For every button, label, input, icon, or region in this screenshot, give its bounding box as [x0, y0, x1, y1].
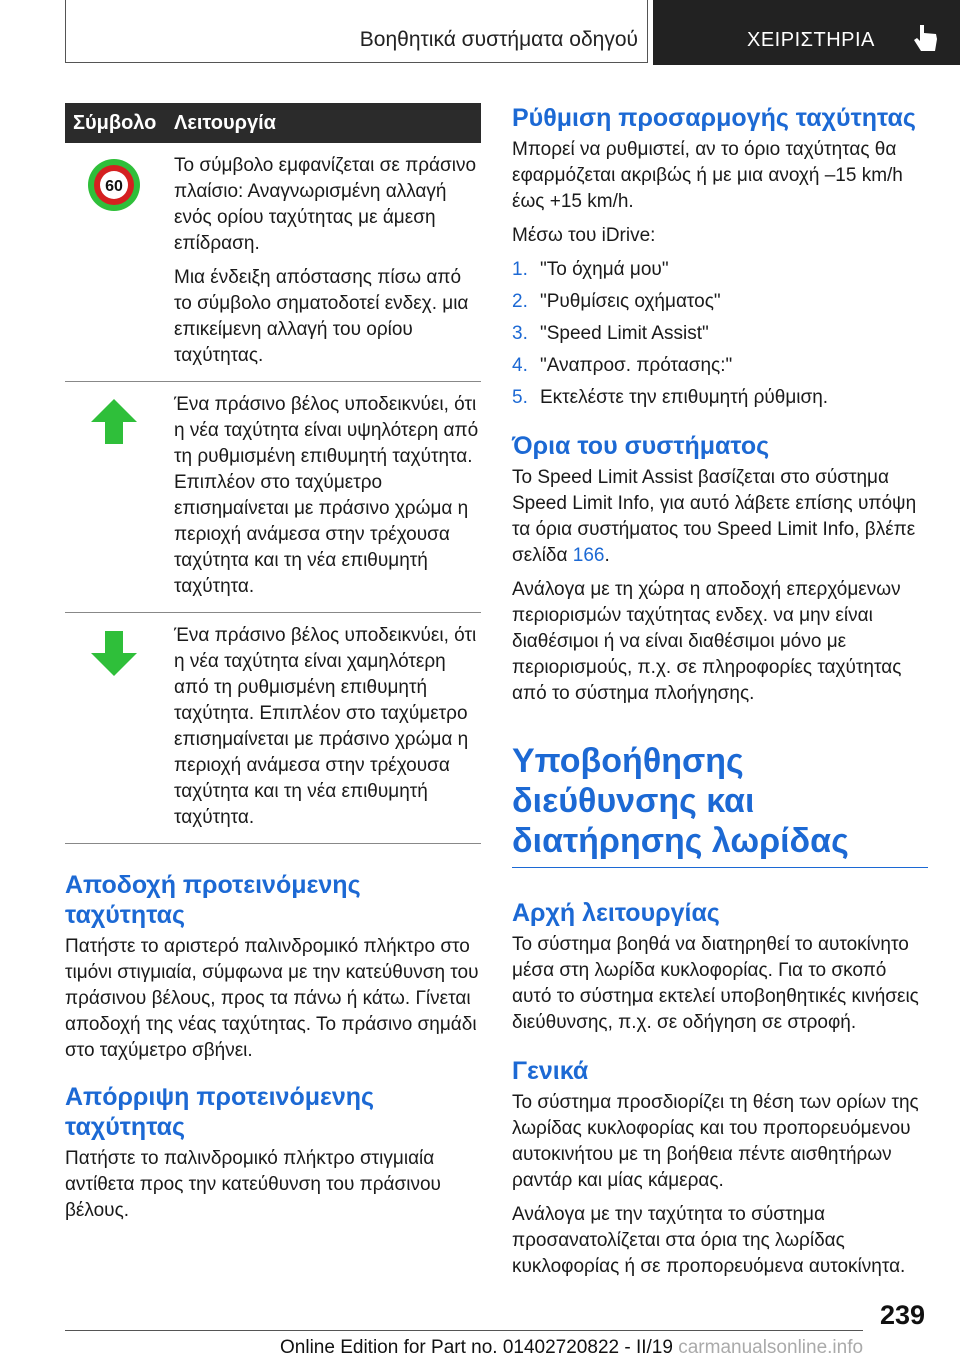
- section-reject: [65, 1082, 481, 1224]
- text-general-1: Το σύστημα προσδιορίζει τη θέση των ορίων της λωρίδας κυκλοφορίας και του προπορευόμενου αυτοκινήτου με τη βοήθεια πέντε αισθητήρων ραντάρ και μίας κάμερας.: [512, 1092, 919, 1191]
- row-2-para-1: Ένα πράσινο βέλος υποδεικνύει, ότι η νέα ταχύτητα είναι υψηλότερη από τη ρυθμισμένη επιθυμητή ταχύτητα. Επιπλέον στο ταχύμετρο επισημαίνεται με πράσινο χρώμα η περιοχή ανάμεσα στην τρέχουσα ταχύτητα και τη νέα επιθυμητή ταχύτητα.: [174, 394, 479, 597]
- list-item: [512, 289, 928, 315]
- section-speed-adaptation: [512, 103, 928, 411]
- green-arrow-up-icon: [88, 396, 140, 448]
- text-principle: Το σύστημα βοηθά να διατηρηθεί το αυτοκίνητο μέσα στη λωρίδα κυκλοφορίας. Για το σκοπό αυτό το σύστημα εκτελεί υποβοηθητικές κινήσεις διεύθυνσης, π.χ. σε οδήγηση σε στροφή.: [512, 934, 919, 1033]
- heading-accept: Αποδοχή προτεινόμενης ταχύτητας: [65, 871, 361, 929]
- step-number: 4.: [512, 355, 528, 376]
- green-arrow-down-icon: [88, 627, 140, 679]
- table-row: [65, 613, 481, 844]
- text-system-limits-1: [512, 465, 928, 569]
- text-reject: Πατήστε το παλινδρομικό πλήκτρο στιγμιαία αντίθετα προς την κατεύθυνση του πράσινου βέλους.: [65, 1148, 441, 1221]
- section-principle: [512, 898, 928, 1036]
- symbol-table: [65, 103, 481, 844]
- step-text: "Αναπροσ. πρότασης:": [540, 355, 733, 376]
- text-limits-end: .: [604, 545, 610, 566]
- step-number: 3.: [512, 323, 528, 344]
- list-item: [512, 321, 928, 347]
- heading-speed-adaptation: Ρύθμιση προσαρμογής ταχύτητας: [512, 104, 916, 132]
- table-cell-text: [162, 613, 481, 844]
- heading-principle: Αρχή λειτουργίας: [512, 899, 720, 927]
- footer-edition-text: Online Edition for Part no. 01402720822 - II/19: [280, 1337, 673, 1358]
- main-heading-wrap: [512, 741, 928, 868]
- speed-limit-60-icon: [86, 157, 142, 213]
- text-limits-lead: Το Speed Limit Assist βασίζεται στο σύστημα Speed Limit Info, για αυτό λάβετε επίσης υπόψη τα όρια συστήματος του Speed Limit Info, βλέπε σελίδα: [512, 467, 917, 566]
- speed-limit-value: 60: [104, 178, 123, 195]
- table-header-row: [65, 103, 481, 143]
- step-text: Εκτελέστε την επιθυμητή ρύθμιση.: [540, 387, 829, 408]
- text-speed-adaptation: Μπορεί να ρυθμιστεί, αν το όριο ταχύτητας θα εφαρμόζεται ακριβώς ή με μια ανοχή –15 km/h έως +15 km/h.: [512, 139, 903, 212]
- list-item: [512, 385, 928, 411]
- section-general: [512, 1056, 928, 1280]
- row-1-para-1: Το σύμβολο εμφανίζεται σε πράσινο πλαίσιο: Αναγνωρισμένη αλλαγή ενός ορίου ταχύτητας με άμεση επίδραση.: [174, 155, 477, 254]
- heading-reject: Απόρριψη προτεινόμενης ταχύτητας: [65, 1083, 375, 1141]
- step-number: 5.: [512, 387, 528, 408]
- step-text: "Το όχημά μου": [540, 259, 669, 280]
- header-chapter-label: ΧΕΙΡΙΣΤΗΡΙΑ: [747, 29, 875, 51]
- main-heading-steering-lane: Υποβοήθησης διεύθυνσης και διατήρησης λωρίδας: [512, 742, 849, 860]
- section-accept: [65, 870, 481, 1064]
- table-cell-icon: [65, 613, 162, 844]
- table-row: [65, 382, 481, 613]
- table-cell-text: [162, 143, 481, 382]
- page-link-166[interactable]: 166: [572, 545, 605, 566]
- left-column: [65, 103, 481, 1224]
- list-item: [512, 257, 928, 283]
- section-system-limits: [512, 431, 928, 707]
- heading-general: Γενικά: [512, 1057, 589, 1085]
- list-item: [512, 353, 928, 379]
- hand-pointer-icon: [911, 23, 941, 55]
- header-chapter-tab: [653, 0, 960, 65]
- page-number: 239: [880, 1300, 926, 1330]
- heading-system-limits: Όρια του συστήματος: [512, 432, 770, 460]
- table-header-symbol: Σύμβολο: [65, 103, 162, 143]
- step-text: "Ρυθμίσεις οχήματος": [540, 291, 721, 312]
- row-3-para-1: Ένα πράσινο βέλος υποδεικνύει, ότι η νέα ταχύτητα είναι χαμηλότερη από τη ρυθμισμένη επιθυμητή ταχύτητα. Επιπλέον στο ταχύμετρο επισημαίνεται με πράσινο χρώμα η περιοχή ανάμεσα στην τρέχουσα ταχύτητα και τη νέα επιθυμητή ταχύτητα.: [174, 625, 477, 828]
- table-row: [65, 143, 481, 382]
- header-section-title: Βοηθητικά συστήματα οδηγού: [359, 28, 638, 51]
- table-header-function: Λειτουργία: [162, 103, 481, 143]
- footer-edition: [280, 1337, 863, 1359]
- step-number: 1.: [512, 259, 528, 280]
- table-cell-icon: [65, 143, 162, 382]
- table-cell-text: [162, 382, 481, 613]
- table-cell-icon: [65, 382, 162, 613]
- footer-watermark: carmanualsonline.info: [678, 1337, 864, 1358]
- step-text: "Speed Limit Assist": [540, 323, 709, 344]
- step-number: 2.: [512, 291, 528, 312]
- right-column: [512, 103, 928, 1280]
- text-system-limits-2: Ανάλογα με τη χώρα η αποδοχή επερχόμενων περιορισμών ταχύτητας ενδεχ. να μην είναι διαθέσιμοι ή να είναι διαθέσιμοι μόνο με περιορισμούς, π.χ. σε πληροφορίες ταχύτητας από το σύστημα πλοήγησης.: [512, 579, 902, 704]
- text-general-2: Ανάλογα με την ταχύτητα το σύστημα προσανατολίζεται στα όρια της λωρίδας κυκλοφορίας ή σε προπορευόμενα αυτοκίνητα.: [512, 1204, 906, 1277]
- text-via-idrive: Μέσω του iDrive:: [512, 225, 656, 246]
- text-accept: Πατήστε το αριστερό παλινδρομικό πλήκτρο στο τιμόνι στιγμιαία, σύμφωνα με την κατεύθυνση του πράσινου βέλους, προς τα πάνω ή κάτω. Γίνεται αποδοχή της νέας ταχύτητας. Το πράσινο σημάδι στο ταχύμετρο σβήνει.: [65, 936, 479, 1061]
- footer-divider: [65, 1330, 863, 1331]
- steps-list: [512, 257, 928, 411]
- row-1-para-2: Μια ένδειξη απόστασης πίσω από το σύμβολο σηματοδοτεί ενδεχ. μια επικείμενη αλλαγή του ορίου ταχύτητας.: [174, 267, 469, 366]
